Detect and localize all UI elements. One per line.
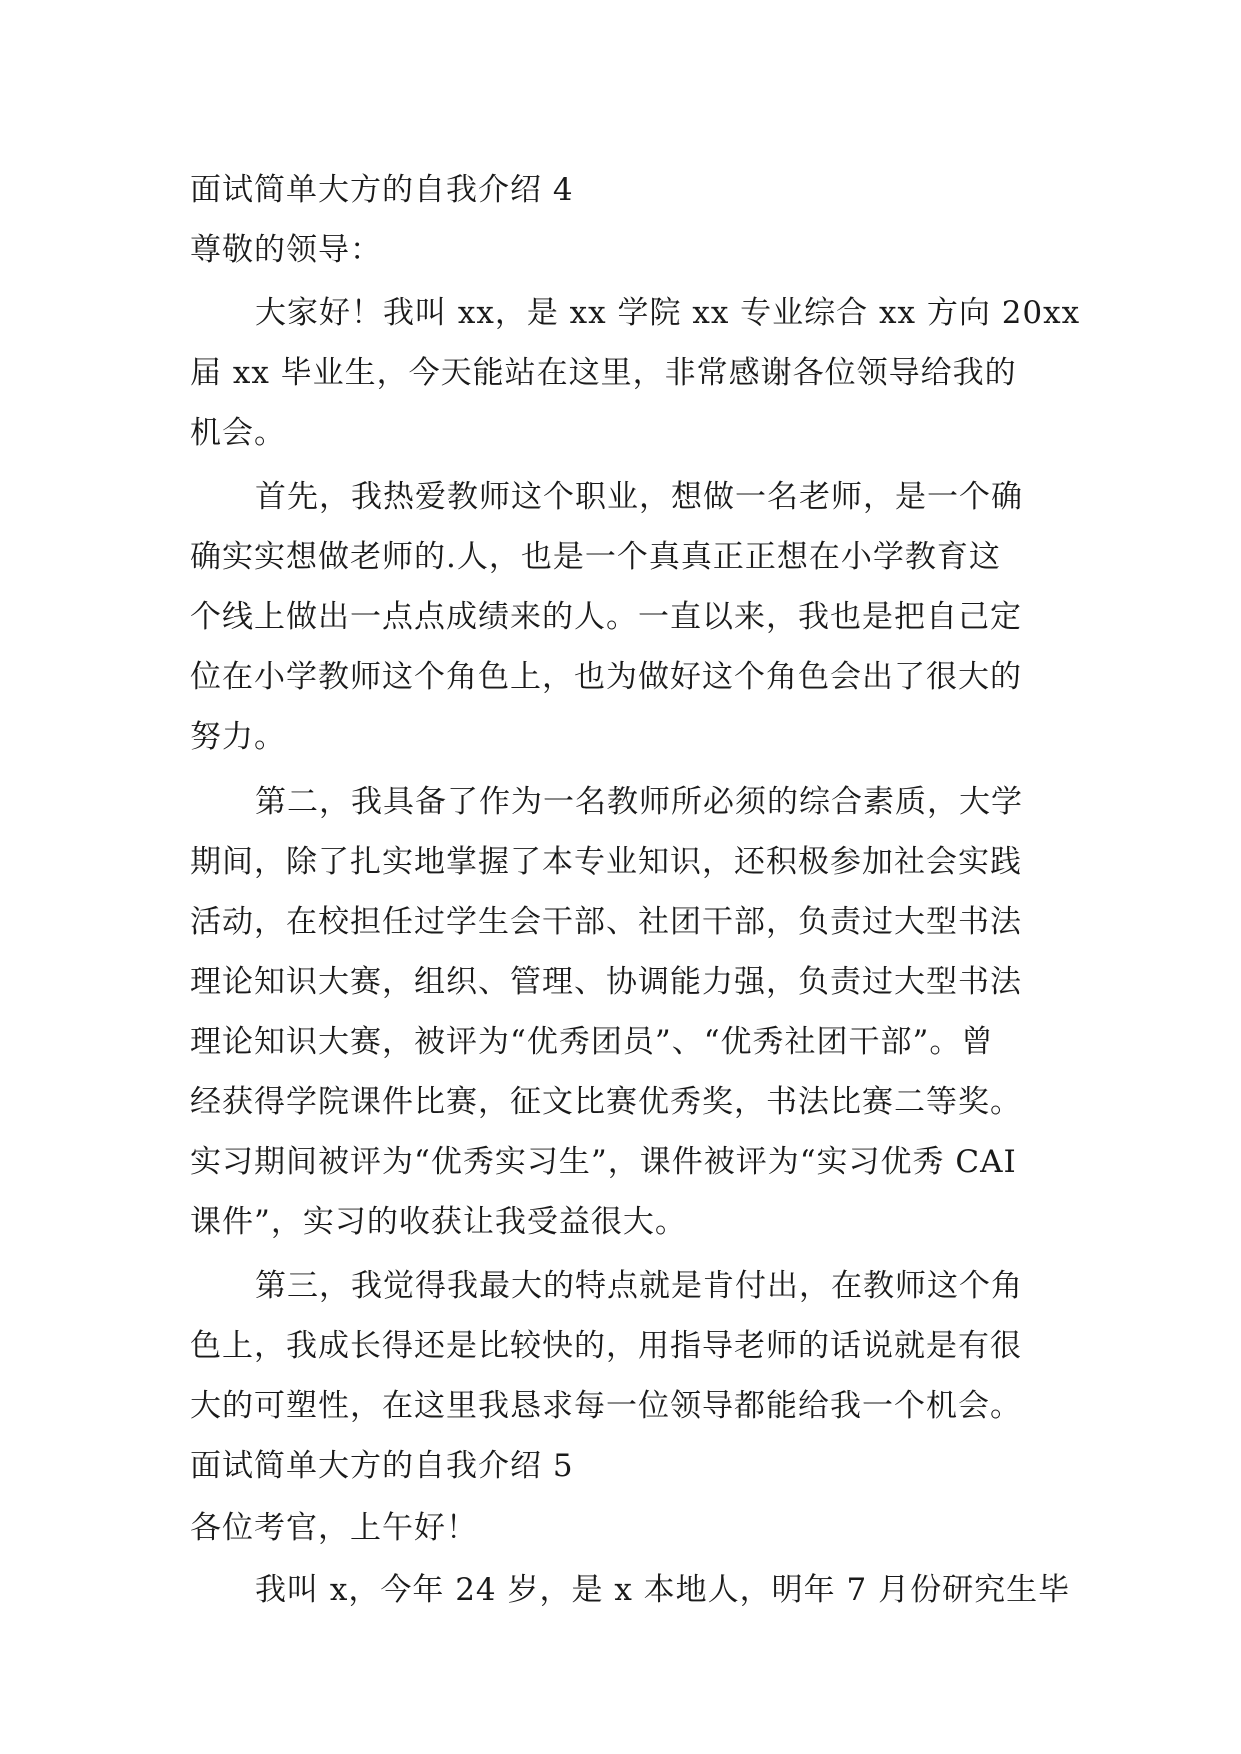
paragraph-line: 理论知识大赛，被评为“优秀团员”、“优秀社团干部”。曾	[190, 1024, 994, 1060]
salutation: 尊敬的领导：	[190, 232, 382, 268]
paragraph-line: 大家好！我叫 xx，是 xx 学院 xx 专业综合 xx 方向 20xx	[255, 295, 1081, 331]
paragraph-line: 确实实想做老师的.人，也是一个真真正正想在小学教育这	[190, 539, 1001, 575]
paragraph-line: 首先，我热爱教师这个职业，想做一名老师，是一个确	[255, 479, 1023, 515]
paragraph-line: 期间，除了扎实地掌握了本专业知识，还积极参加社会实践	[190, 844, 1022, 880]
paragraph-line: 大的可塑性，在这里我恳求每一位领导都能给我一个机会。	[190, 1388, 1022, 1424]
paragraph-line: 经获得学院课件比赛，征文比赛优秀奖，书法比赛二等奖。	[190, 1084, 1022, 1120]
paragraph-line: 第二，我具备了作为一名教师所必须的综合素质，大学	[255, 784, 1023, 820]
paragraph-line: 努力。	[190, 719, 286, 755]
paragraph-line: 色上，我成长得还是比较快的，用指导老师的话说就是有很	[190, 1328, 1022, 1364]
paragraph-line: 届 xx 毕业生，今天能站在这里，非常感谢各位领导给我的	[190, 355, 1017, 391]
paragraph-line: 课件”，实习的收获让我受益很大。	[190, 1204, 687, 1240]
paragraph-line: 个线上做出一点点成绩来的人。一直以来，我也是把自己定	[190, 599, 1022, 635]
paragraph-line: 第三，我觉得我最大的特点就是肯付出，在教师这个角	[255, 1268, 1023, 1304]
paragraph-line: 实习期间被评为“优秀实习生”，课件被评为“实习优秀 CAI	[190, 1144, 1017, 1180]
section-title-4: 面试简单大方的自我介绍 4	[190, 172, 574, 208]
paragraph-line: 机会。	[190, 415, 286, 451]
paragraph-line: 位在小学教师这个角色上，也为做好这个角色会出了很大的	[190, 659, 1022, 695]
paragraph-line: 活动，在校担任过学生会干部、社团干部，负责过大型书法	[190, 904, 1022, 940]
greeting: 各位考官，上午好！	[190, 1510, 478, 1546]
section-title-5: 面试简单大方的自我介绍 5	[190, 1448, 574, 1484]
paragraph-line: 我叫 x，今年 24 岁，是 x 本地人，明年 7 月份研究生毕	[255, 1572, 1071, 1608]
paragraph-line: 理论知识大赛，组织、管理、协调能力强，负责过大型书法	[190, 964, 1022, 1000]
